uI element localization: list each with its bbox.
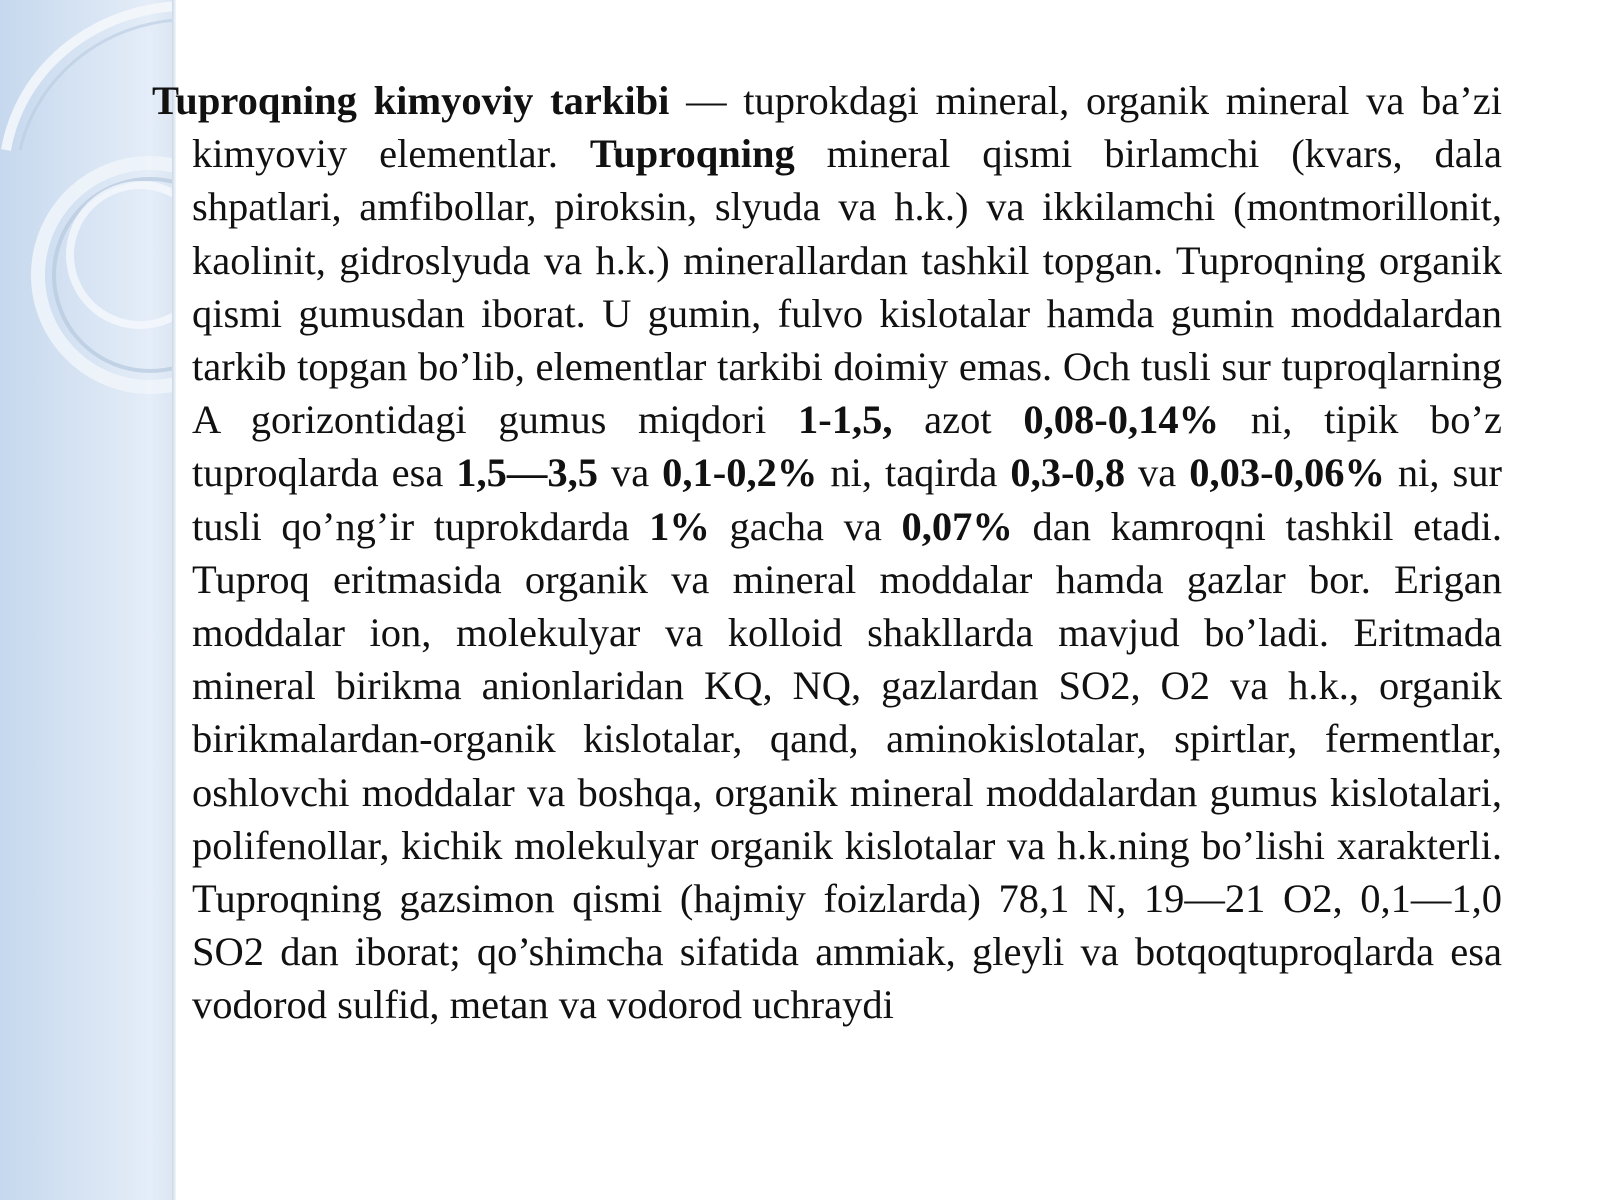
bold-text-segment: 1-1,5,: [797, 397, 893, 443]
bold-text-segment: Tuproqning: [589, 131, 795, 177]
decorative-side-panel: [0, 0, 176, 1200]
bold-text-segment: 0,1-0,2%: [662, 450, 818, 496]
text-segment: mineral qismi birlamchi (kvars, dala shpatlari, amfibollar, piroksin, slyuda va h.k.) va ikkilamchi (montmorillonit, kaolinit, gidroslyuda va h.k.) minerallardan tashkil topgan. Tuproqning organik qismi gumusdan iborat. U gumin, fulvo kislotalar hamda gumin moddalardan tarkib topgan bo’lib, elementlar tarkibi doimiy emas. Och tusli sur tuproqlarning A gorizontidagi gumus miqdori: [192, 131, 1503, 443]
bold-text-segment: 1%: [649, 503, 710, 549]
bold-text-segment: Tuproqning kimyoviy tarkibi: [152, 78, 670, 123]
text-segment: ni, tipik bo’z tuproqlarda esa: [192, 397, 1502, 496]
bold-text-segment: 1,5—3,5: [456, 450, 599, 496]
bold-text-segment: 0,08-0,14%: [1023, 397, 1220, 443]
bold-text-segment: 0,03-0,06%: [1189, 450, 1385, 496]
text-segment: va: [598, 450, 663, 496]
text-segment: — tuprokdagi mineral, organik mineral va ba’zi kimyoviy elementlar.: [192, 78, 1502, 177]
decorative-arc-top: [6, 6, 176, 150]
bold-text-segment: 0,07%: [901, 503, 1013, 549]
text-segment: gacha va: [709, 503, 902, 549]
bold-text-segment: 0,3-0,8: [1010, 450, 1126, 496]
text-segment: ni, sur tusli qo’ng’ir tuprokdarda: [192, 450, 1502, 549]
text-segment: ni, taqirda: [817, 450, 1011, 496]
slide-body-text: [152, 74, 1502, 1032]
text-segment: azot: [892, 397, 1024, 443]
text-segment: dan kamroqni tashkil etadi. Tuproq eritmasida organik va mineral moddalar hamda gazlar bor. Erigan moddalar ion, molekulyar va kolloid shakllarda mavjud bo’ladi. Eritmada mineral birikma anionlaridan KQ, NQ, gazlardan SO2, O2 va h.k., organik birikmalardan-organik kislotalar, qand, aminokislotalar, spirtlar, fermentlar, oshlovchi moddalar va boshqa, organik mineral moddalardan gumus kislotalari, polifenollar, kichik molekulyar organik kislotalar va h.k.ning bo’lishi xarakterli. Tuproqning gazsimon qismi (hajmiy foizlarda) 78,1 N, 19—21 O2, 0,1—1,0 SO2 dan iborat; qo’shimcha sifatida ammiak, gleyli va botqoqtuproqlarda esa vodorod sulfid, metan va vodorod uchraydi: [192, 503, 1502, 1028]
text-segment: va: [1125, 450, 1190, 496]
decorative-rings: [0, 0, 176, 420]
